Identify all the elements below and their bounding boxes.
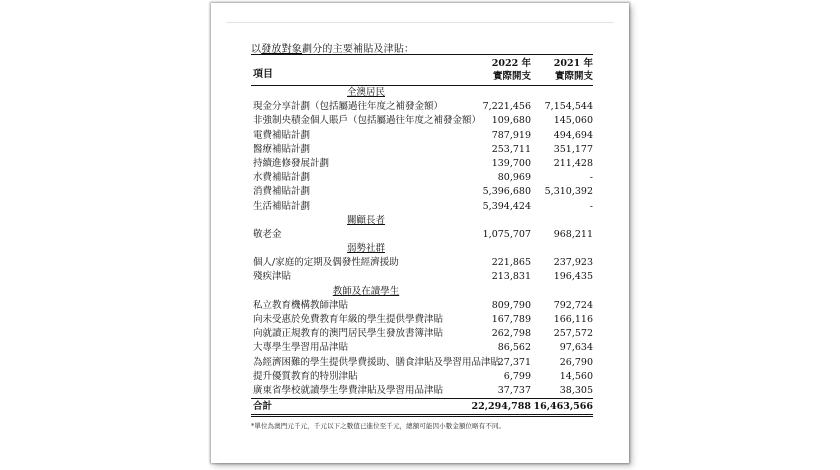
row-value-2022: 109,680 [491, 115, 531, 127]
row-value-2021: - [589, 172, 593, 184]
footnote: *單位為澳門元千元，千元以下之數值已進位至千元，總額可能因小數金額位略有不同。 [251, 422, 506, 430]
header-2022 [469, 57, 531, 83]
row-value-2022: 7,221,456 [482, 101, 531, 113]
row-label: 消費補貼計劃 [253, 186, 311, 198]
table-row [251, 114, 593, 128]
header-2021-label: 實際開支 [554, 71, 593, 82]
table-row [251, 256, 593, 270]
header-item: 項目 [253, 69, 273, 80]
row-label: 殘疾津貼 [253, 271, 292, 283]
section-heading [251, 86, 593, 100]
row-value-2021: 257,572 [553, 328, 593, 340]
row-label: 提升優質教育的特別津貼 [253, 370, 358, 382]
row-value-2022: 213,831 [491, 271, 531, 283]
row-label: 非強制央積金個人賬戶（包括屬過往年度之補發金額） [253, 115, 482, 127]
row-value-2021: - [589, 200, 593, 212]
row-value-2021: 196,435 [553, 271, 593, 283]
subsidy-table [251, 54, 593, 417]
section-heading [251, 285, 593, 299]
row-label: 個人/家庭的定期及偶發性經濟援助 [253, 257, 399, 269]
section-label: 關顧長者 [346, 214, 385, 226]
section-label: 教師及在讀學生 [332, 285, 400, 297]
row-label: 私立教育機構教師津貼 [253, 299, 349, 311]
section-label: 全澳居民 [346, 87, 385, 98]
row-label: 持續進修發展計劃 [253, 157, 330, 169]
table-row [251, 129, 593, 143]
row-value-2021: 211,428 [553, 157, 593, 169]
row-value-2022: 1,075,707 [482, 228, 531, 240]
row-label: 向就讀正規教育的澳門居民學生發放書簿津貼 [253, 328, 444, 340]
total-label: 合計 [253, 401, 273, 413]
row-value-2022: 37,737 [497, 384, 531, 396]
table-row [251, 100, 593, 114]
row-value-2022: 253,711 [491, 143, 531, 155]
table-row [251, 356, 593, 370]
row-value-2022: 27,371 [497, 356, 531, 368]
section-heading [251, 214, 593, 228]
row-label: 大專學生學習用品津貼 [253, 342, 349, 354]
page-header-rule [226, 22, 614, 23]
row-value-2021: 26,790 [559, 356, 593, 368]
row-value-2022: 5,394,424 [482, 200, 531, 212]
table-total-row [251, 398, 593, 417]
row-value-2021: 237,923 [553, 257, 593, 269]
table-row [251, 299, 593, 313]
table-caption [251, 40, 414, 55]
section-heading [251, 242, 593, 256]
table-body [251, 86, 593, 398]
table-header [251, 54, 593, 86]
row-label: 水費補貼計劃 [253, 172, 311, 184]
row-label: 為經濟困難的學生提供學費援助、膳食津貼及學習用品津貼 [253, 356, 501, 368]
row-value-2021: 14,560 [559, 370, 593, 382]
row-label: 電費補貼計劃 [253, 129, 311, 141]
row-value-2021: 968,211 [553, 228, 593, 240]
row-value-2021: 792,724 [553, 299, 593, 311]
table-row [251, 341, 593, 355]
row-value-2021: 351,177 [553, 143, 593, 155]
table-row [251, 185, 593, 199]
total-2022: 22,294,788 [471, 401, 531, 413]
caption-suffix: 劃分的主要補貼及津貼： [302, 44, 415, 55]
row-value-2021: 97,634 [559, 342, 593, 354]
table-row [251, 327, 593, 341]
header-2022-label: 實際開支 [492, 71, 531, 82]
caption-underlined: 發放對象 [261, 44, 303, 55]
row-value-2022: 80,969 [497, 172, 531, 184]
row-value-2022: 5,396,680 [482, 186, 531, 198]
row-value-2021: 5,310,392 [544, 186, 593, 198]
row-value-2021: 166,116 [553, 314, 593, 325]
row-value-2022: 787,919 [491, 129, 531, 141]
row-value-2022: 6,799 [503, 370, 531, 382]
row-value-2022: 86,562 [497, 342, 531, 354]
row-label: 醫療補貼計劃 [253, 143, 311, 155]
row-label: 向未受惠於免費教育年級的學生提供學費津貼 [253, 314, 444, 325]
table-row [251, 270, 593, 284]
row-label: 生活補貼計劃 [253, 200, 311, 212]
header-2022-year: 2022 年 [491, 58, 531, 69]
row-value-2022: 221,865 [491, 257, 531, 269]
row-value-2021: 7,154,544 [544, 101, 593, 113]
row-value-2022: 139,700 [491, 157, 531, 169]
row-value-2022: 167,789 [491, 314, 531, 325]
row-label: 廣東省學校就讀學生學費津貼及學習用品津貼 [253, 384, 444, 396]
row-label: 現金分享計劃（包括屬過往年度之補發金額） [253, 101, 444, 113]
total-2021: 16,463,566 [533, 401, 593, 413]
row-value-2022: 809,790 [491, 299, 531, 311]
header-2021-year: 2021 年 [553, 58, 593, 69]
section-label: 弱勢社群 [346, 243, 385, 255]
row-value-2021: 145,060 [553, 115, 593, 127]
row-label: 敬老金 [253, 228, 282, 240]
caption-prefix: 以 [251, 44, 262, 55]
row-value-2021: 494,694 [553, 129, 593, 141]
table-row [251, 143, 593, 157]
table-row [251, 313, 593, 327]
row-value-2021: 38,305 [559, 384, 593, 396]
table-row [251, 200, 593, 214]
table-row [251, 171, 593, 185]
table-row [251, 384, 593, 398]
row-value-2022: 262,798 [491, 328, 531, 340]
table-row [251, 157, 593, 171]
header-2021 [531, 57, 593, 83]
table-row [251, 228, 593, 242]
table-row [251, 370, 593, 384]
